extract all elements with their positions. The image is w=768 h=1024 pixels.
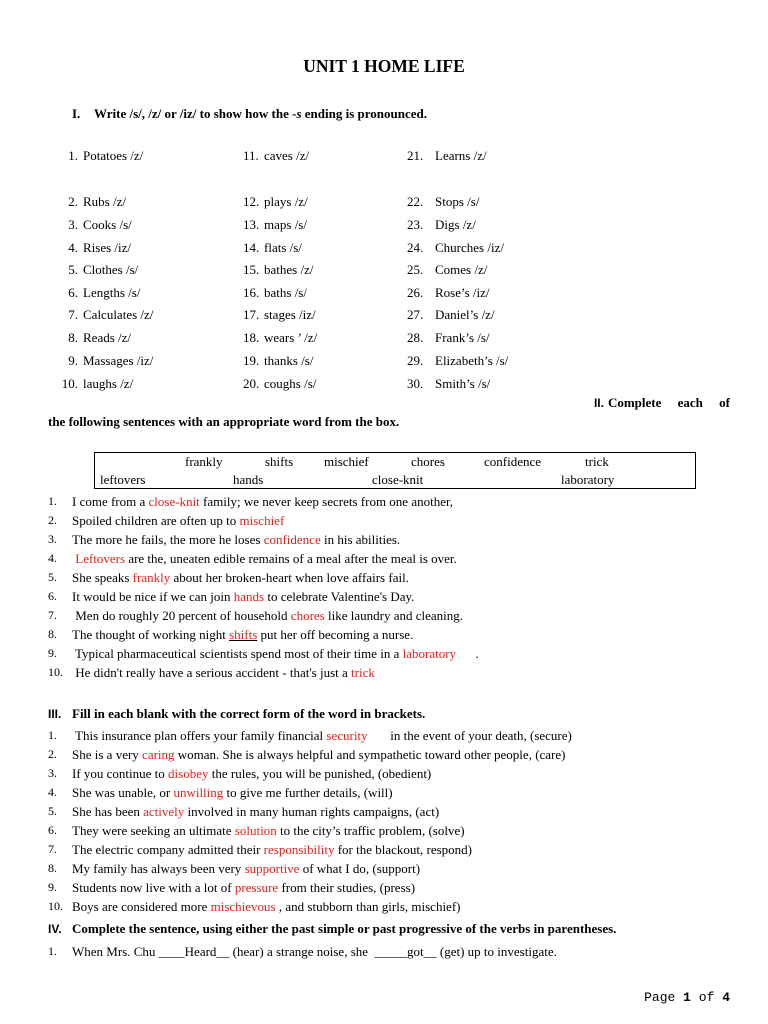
item-number: 5.	[48, 570, 57, 584]
footer-page-label: Page	[644, 990, 676, 1005]
item-word: Potatoes /z/	[83, 148, 144, 163]
item-sentence	[72, 530, 400, 549]
item-word: Digs /z/	[435, 217, 476, 232]
item-word: Stops /s/	[435, 194, 480, 209]
answer-word: caring	[142, 747, 175, 762]
item-sentence: When Mrs. Chu ____Heard__ (hear) a strange noise, she _____got__ (get) up to investigate.	[72, 944, 557, 959]
footer-of-label: of	[698, 990, 715, 1005]
pronunciation-item	[243, 194, 308, 210]
pronunciation-item	[243, 148, 309, 164]
item-number: 1.	[68, 148, 78, 163]
answer-word: confidence	[263, 532, 321, 547]
item-word: stages /iz/	[264, 307, 316, 322]
pronunciation-item	[243, 307, 316, 323]
item-number: 6.	[48, 589, 57, 603]
item-number: 15.	[243, 262, 260, 277]
item-number: 30.	[407, 376, 424, 391]
box-word: laboratory	[561, 472, 615, 487]
answer-word: Leftovers	[75, 551, 126, 566]
sentence-start: The more he fails, the more he loses	[72, 532, 264, 547]
sentence-end: to the city’s traffic problem, (solve)	[276, 823, 465, 838]
box-word: frankly	[185, 454, 223, 469]
item-sentence	[72, 878, 415, 897]
sentence-end: for the blackout, respond)	[334, 842, 472, 857]
section-4-numeral: IV.	[48, 922, 62, 936]
sentence-end: family; we never keep secrets from one another,	[199, 494, 454, 509]
pronunciation-item	[407, 376, 490, 392]
item-word: Reads /z/	[83, 330, 132, 345]
item-word: coughs /s/	[264, 376, 317, 391]
item-sentence	[72, 840, 472, 859]
item-number: 16.	[243, 285, 260, 300]
item-word: caves /z/	[264, 148, 310, 163]
pronunciation-item	[58, 148, 143, 164]
pronunciation-item	[243, 353, 313, 369]
section-1-heading-em: -s	[292, 106, 302, 121]
answer-word: mischievous	[210, 899, 276, 914]
item-word: maps /s/	[264, 217, 307, 232]
item-number: 25.	[407, 262, 424, 277]
sentence-start: It would be nice if we can join	[72, 589, 234, 604]
item-word: Comes /z/	[435, 262, 488, 277]
answer-word: disobey	[168, 766, 209, 781]
sentence-end: from their studies, (press)	[278, 880, 416, 895]
section-1-heading-text-b: ending is pronounced.	[301, 106, 427, 121]
sentence-start: She was unable, or	[72, 785, 174, 800]
item-number: 4.	[68, 240, 78, 255]
answer-word: laboratory	[402, 646, 457, 661]
box-word: hands	[233, 472, 264, 487]
item-number: 7.	[68, 307, 78, 322]
sentence-end: .	[456, 646, 479, 661]
item-sentence	[72, 568, 409, 587]
sentence-start: I come from a	[72, 494, 149, 509]
page-footer	[644, 990, 730, 1005]
pronunciation-item	[243, 217, 307, 233]
answer-word: trick	[351, 665, 375, 680]
pronunciation-item	[407, 217, 476, 233]
sentence-end: of what I do, (support)	[299, 861, 421, 876]
sentence-end: about her broken-heart when love affairs fail.	[170, 570, 409, 585]
answer-word: mischief	[239, 513, 285, 528]
box-word: chores	[411, 454, 445, 469]
item-sentence	[72, 859, 420, 878]
item-sentence	[72, 764, 431, 783]
item-number: 9.	[48, 880, 57, 894]
pronunciation-item	[58, 217, 132, 233]
answer-word: actively	[143, 804, 185, 819]
sentence-start: She is a very	[72, 747, 143, 762]
section-3-heading-text: Fill in each blank with the correct form of the word in brackets.	[72, 706, 426, 721]
item-word: Churches /iz/	[435, 240, 504, 255]
pronunciation-item	[58, 285, 140, 301]
item-number: 14.	[243, 240, 260, 255]
box-word: confidence	[484, 454, 542, 469]
pronunciation-item	[58, 262, 138, 278]
pronunciation-item	[407, 353, 508, 369]
item-word: Cooks /s/	[83, 217, 132, 232]
item-sentence	[72, 783, 393, 802]
answer-word: unwilling	[173, 785, 224, 800]
sentence-start: The electric company admitted their	[72, 842, 264, 857]
box-word: shifts	[265, 454, 294, 469]
item-sentence	[72, 726, 572, 745]
pronunciation-item	[407, 330, 490, 346]
item-word: flats /s/	[264, 240, 302, 255]
item-sentence	[72, 625, 413, 644]
answer-word: frankly	[132, 570, 171, 585]
item-number: 11.	[243, 148, 259, 163]
sentence-start: Boys are considered more	[72, 899, 211, 914]
item-number: 1.	[48, 728, 57, 742]
section-2-numeral: II.	[593, 396, 604, 410]
item-number: 21.	[407, 148, 424, 163]
item-sentence	[72, 663, 375, 682]
footer-page-total: 4	[722, 990, 730, 1005]
pronunciation-item	[243, 240, 302, 256]
item-number: 4.	[48, 551, 57, 565]
item-sentence	[72, 897, 460, 916]
item-word: Clothes /s/	[83, 262, 139, 277]
word-box	[94, 452, 696, 489]
section-2-heading-line2: the following sentences with an appropriate word from the box.	[48, 414, 400, 429]
item-word: Learns /z/	[435, 148, 487, 163]
answer-word: responsibility	[263, 842, 335, 857]
sentence-start: Spoiled children are often up to	[72, 513, 240, 528]
item-number: 8.	[48, 861, 57, 875]
sentence-start: If you continue to	[72, 766, 169, 781]
sentence-start: Students now live with a lot of	[72, 880, 235, 895]
sentence-end: , and stubborn than girls, mischief)	[275, 899, 461, 914]
sentence-start: Men do roughly 20 percent of household	[72, 608, 291, 623]
section-4-heading	[48, 921, 616, 937]
item-number: 10.	[48, 665, 63, 679]
item-number: 10.	[48, 899, 63, 913]
item-word: Smith’s /s/	[435, 376, 491, 391]
page-title: UNIT 1 HOME LIFE	[303, 56, 465, 76]
pronunciation-item	[58, 353, 153, 369]
section-3-numeral: III.	[48, 707, 62, 721]
item-sentence	[72, 802, 439, 821]
item-number: 6.	[68, 285, 78, 300]
item-number: 2.	[68, 194, 78, 209]
section-1-numeral: I.	[72, 106, 81, 121]
sentence-end: in the event of your death, (secure)	[367, 728, 572, 743]
pronunciation-item	[407, 194, 479, 210]
box-word: leftovers	[100, 472, 146, 487]
sentence-end: to give me further details, (will)	[223, 785, 393, 800]
box-word: trick	[585, 454, 609, 469]
item-number: 2.	[48, 513, 57, 527]
section-4-heading-text: Complete the sentence, using either the past simple or past progressive of the verbs in parentheses.	[72, 921, 617, 936]
sentence-end: involved in many human rights campaigns, (act)	[184, 804, 440, 819]
item-word: Frank’s /s/	[435, 330, 490, 345]
item-number: 2.	[48, 747, 57, 761]
item-word: baths /s/	[264, 285, 307, 300]
answer-word: close-knit	[148, 494, 200, 509]
item-number: 10.	[61, 376, 78, 391]
pronunciation-item	[407, 148, 487, 164]
answer-word: security	[326, 728, 368, 743]
item-number: 7.	[48, 842, 57, 856]
pronunciation-item	[407, 262, 487, 278]
answer-word: chores	[290, 608, 325, 623]
item-number: 6.	[48, 823, 57, 837]
answer-word: solution	[234, 823, 277, 838]
sentence-end: are the, uneaten edible remains of a meal after the meal is over.	[125, 551, 457, 566]
item-word: Rose’s /iz/	[435, 285, 490, 300]
item-number: 23.	[407, 217, 424, 232]
item-number: 26.	[407, 285, 424, 300]
item-number: 1.	[48, 494, 57, 508]
item-sentence	[72, 644, 479, 663]
item-sentence	[72, 511, 284, 530]
item-number: 3.	[48, 532, 57, 546]
sentence-end: in his abilities.	[320, 532, 401, 547]
item-number: 13.	[243, 217, 260, 232]
box-word: mischief	[324, 454, 369, 469]
item-number: 3.	[68, 217, 78, 232]
pronunciation-item	[58, 307, 153, 323]
item-number: 19.	[243, 353, 260, 368]
sentence-end: the rules, you will be punished, (obedient)	[208, 766, 432, 781]
section-2-heading	[594, 395, 730, 411]
item-number: 8.	[68, 330, 78, 345]
item-number: 29.	[407, 353, 424, 368]
sentence-start: The thought of working night	[72, 627, 230, 642]
sentence-start: My family has always been very	[72, 861, 245, 876]
item-number: 3.	[48, 766, 57, 780]
pronunciation-item	[243, 376, 316, 392]
section-2-heading-line1: Complete each of	[607, 395, 730, 410]
item-word: Calculates /z/	[83, 307, 154, 322]
item-number: 7.	[48, 608, 57, 622]
item-word: Massages /iz/	[83, 353, 154, 368]
sentence-end: woman. She is always helpful and sympathetic toward other people, (care)	[174, 747, 566, 762]
footer-page-number: 1	[683, 990, 691, 1005]
item-number: 4.	[48, 785, 57, 799]
item-sentence	[72, 587, 414, 606]
pronunciation-item	[243, 262, 313, 278]
item-number: 8.	[48, 627, 57, 641]
pronunciation-item	[58, 240, 131, 256]
item-sentence	[72, 745, 566, 764]
item-word: Daniel’s /z/	[435, 307, 495, 322]
item-number: 5.	[68, 262, 78, 277]
section-1-heading	[72, 106, 427, 122]
answer-word: shifts	[229, 627, 258, 642]
pronunciation-item	[243, 330, 317, 346]
sentence-end: like laundry and cleaning.	[324, 608, 463, 623]
item-number: 22.	[407, 194, 424, 209]
sentence-end: to celebrate Valentine's Day.	[264, 589, 415, 604]
item-word: Rubs /z/	[83, 194, 126, 209]
item-number: 9.	[68, 353, 78, 368]
item-word: Lengths /s/	[83, 285, 141, 300]
item-number: 27.	[407, 307, 424, 322]
item-sentence	[72, 821, 465, 840]
sentence-start: They were seeking an ultimate	[72, 823, 235, 838]
item-word: Elizabeth’s /s/	[435, 353, 509, 368]
item-number: 24.	[407, 240, 424, 255]
pronunciation-item	[407, 240, 504, 256]
item-word: laughs /z/	[83, 376, 134, 391]
pronunciation-item	[58, 376, 133, 392]
item-number: 1.	[48, 944, 57, 958]
section-1-heading-text-a: Write /s/, /z/ or /iz/ to show how the	[94, 106, 293, 121]
answer-word: hands	[233, 589, 265, 604]
item-number: 17.	[243, 307, 260, 322]
answer-word: pressure	[234, 880, 279, 895]
item-number: 18.	[243, 330, 260, 345]
item-word: thanks /s/	[264, 353, 314, 368]
item-number: 20.	[243, 376, 260, 391]
sentence-start: This insurance plan offers your family financial	[72, 728, 327, 743]
box-word: close-knit	[372, 472, 424, 487]
item-word: wears ’ /z/	[264, 330, 318, 345]
pronunciation-item	[58, 194, 126, 210]
item-sentence	[72, 492, 453, 511]
pronunciation-item	[407, 307, 495, 323]
sentence-start: She speaks	[72, 570, 133, 585]
item-word: Rises /iz/	[83, 240, 132, 255]
sentence-start: Typical pharmaceutical scientists spend most of their time in a	[72, 646, 403, 661]
item-sentence	[72, 549, 457, 568]
pronunciation-item	[407, 285, 490, 301]
pronunciation-item	[58, 330, 131, 346]
item-sentence	[72, 606, 463, 625]
sentence-end: put her off becoming a nurse.	[257, 627, 414, 642]
item-number: 12.	[243, 194, 260, 209]
item-word: plays /z/	[264, 194, 308, 209]
item-number: 9.	[48, 646, 57, 660]
item-word: bathes /z/	[264, 262, 314, 277]
sentence-start: He didn't really have a serious accident - that's just a	[72, 665, 352, 680]
section-3-heading	[48, 706, 425, 722]
sentence-start: She has been	[72, 804, 144, 819]
item-number: 28.	[407, 330, 424, 345]
pronunciation-item	[243, 285, 307, 301]
item-number: 5.	[48, 804, 57, 818]
answer-word: supportive	[244, 861, 300, 876]
